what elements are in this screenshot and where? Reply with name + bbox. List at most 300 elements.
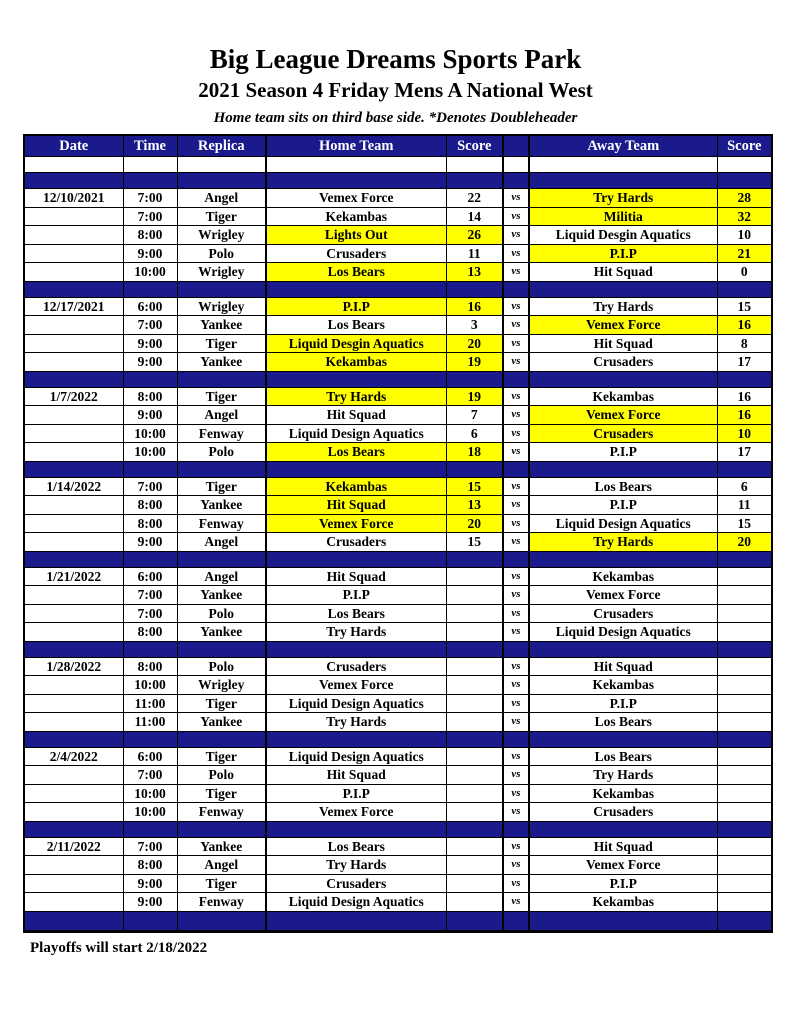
time-cell: 6:00 [123, 567, 177, 586]
sep-cell [503, 821, 529, 837]
away-score-cell [717, 567, 772, 586]
date-cell [24, 784, 123, 803]
away-team-cell: Liquid Design Aquatics [529, 514, 717, 533]
home-score-cell [446, 874, 503, 893]
sep sep-last-cell [24, 911, 123, 931]
home-score-cell: 6 [446, 424, 503, 443]
home-team-cell: Lights Out [266, 226, 446, 245]
date-cell [24, 244, 123, 263]
blank-cell [24, 157, 123, 173]
home-team-cell: Try Hards [266, 623, 446, 642]
separator-row [24, 641, 772, 657]
blank-cell [717, 157, 772, 173]
game-row [24, 766, 772, 785]
date-cell: 1/14/2022 [24, 477, 123, 496]
sep-cell [123, 281, 177, 297]
vs-cell: vs [503, 443, 529, 462]
home-team-cell: P.I.P [266, 586, 446, 605]
away-score-cell: 15 [717, 514, 772, 533]
date-cell: 1/28/2022 [24, 657, 123, 676]
sep-cell [123, 641, 177, 657]
table-body [24, 157, 772, 932]
sep-cell [717, 461, 772, 477]
col-header-home-team: Home Team [266, 135, 446, 157]
date-cell [24, 676, 123, 695]
sep sep-last-cell [266, 911, 446, 931]
game-row [24, 533, 772, 552]
playoffs-note: Playoffs will start 2/18/2022 [30, 939, 208, 956]
vs-cell: vs [503, 189, 529, 208]
home-score-cell [446, 713, 503, 732]
sep-cell [266, 371, 446, 387]
home-team-cell: Liquid Design Aquatics [266, 893, 446, 912]
vs-cell: vs [503, 856, 529, 875]
away-team-cell: Crusaders [529, 353, 717, 372]
game-row [24, 424, 772, 443]
sep-cell [24, 821, 123, 837]
time-cell: 7:00 [123, 766, 177, 785]
vs-cell: vs [503, 694, 529, 713]
vs-cell: vs [503, 893, 529, 912]
time-cell: 6:00 [123, 747, 177, 766]
replica-cell: Tiger [177, 207, 266, 226]
away-score-cell: 32 [717, 207, 772, 226]
away-team-cell: P.I.P [529, 244, 717, 263]
away-team-cell: Vemex Force [529, 406, 717, 425]
separator-row [24, 281, 772, 297]
col-header-replica: Replica [177, 135, 266, 157]
sep-cell [24, 641, 123, 657]
separator-row [24, 173, 772, 189]
blank-row [24, 157, 772, 173]
sep-cell [123, 821, 177, 837]
sep-cell [177, 173, 266, 189]
game-row [24, 207, 772, 226]
date-cell [24, 874, 123, 893]
away-team-cell: Kekambas [529, 893, 717, 912]
away-score-cell: 6 [717, 477, 772, 496]
home-score-cell: 15 [446, 477, 503, 496]
sep-cell [24, 173, 123, 189]
replica-cell: Tiger [177, 694, 266, 713]
away-score-cell [717, 713, 772, 732]
home-score-cell [446, 586, 503, 605]
game-row [24, 443, 772, 462]
sep-cell [717, 551, 772, 567]
date-cell [24, 496, 123, 515]
replica-cell: Tiger [177, 747, 266, 766]
vs-cell: vs [503, 207, 529, 226]
sep-cell [717, 173, 772, 189]
sep-cell [717, 371, 772, 387]
home-team-cell: Los Bears [266, 443, 446, 462]
vs-cell: vs [503, 766, 529, 785]
sep-cell [266, 641, 446, 657]
away-score-cell [717, 837, 772, 856]
home-score-cell [446, 784, 503, 803]
sep-cell [503, 551, 529, 567]
sep-cell [123, 461, 177, 477]
replica-cell: Polo [177, 657, 266, 676]
sep-cell [717, 821, 772, 837]
sep-cell [266, 731, 446, 747]
sep-cell [529, 173, 717, 189]
replica-cell: Yankee [177, 713, 266, 732]
col-header-time: Time [123, 135, 177, 157]
home-score-cell [446, 837, 503, 856]
vs-cell: vs [503, 874, 529, 893]
away-team-cell: Crusaders [529, 803, 717, 822]
game-row [24, 657, 772, 676]
time-cell: 11:00 [123, 713, 177, 732]
replica-cell: Yankee [177, 837, 266, 856]
sep-cell [266, 551, 446, 567]
vs-cell: vs [503, 424, 529, 443]
vs-cell: vs [503, 623, 529, 642]
sep-cell [529, 371, 717, 387]
away-score-cell [717, 747, 772, 766]
home-score-cell [446, 623, 503, 642]
time-cell: 9:00 [123, 334, 177, 353]
date-cell: 12/10/2021 [24, 189, 123, 208]
home-score-cell: 13 [446, 496, 503, 515]
replica-cell: Fenway [177, 893, 266, 912]
date-cell [24, 623, 123, 642]
away-team-cell: Hit Squad [529, 334, 717, 353]
home-team-cell: P.I.P [266, 784, 446, 803]
away-score-cell: 11 [717, 496, 772, 515]
sep-cell [123, 173, 177, 189]
time-cell: 10:00 [123, 443, 177, 462]
time-cell: 8:00 [123, 226, 177, 245]
table-head [24, 135, 772, 157]
home-score-cell [446, 567, 503, 586]
replica-cell: Tiger [177, 334, 266, 353]
home-score-cell: 26 [446, 226, 503, 245]
time-cell: 6:00 [123, 297, 177, 316]
away-score-cell: 28 [717, 189, 772, 208]
sep-cell [24, 281, 123, 297]
game-row [24, 353, 772, 372]
home-team-cell: Liquid Design Aquatics [266, 424, 446, 443]
away-team-cell: P.I.P [529, 874, 717, 893]
away-team-cell: Liquid Desgin Aquatics [529, 226, 717, 245]
home-team-cell: Crusaders [266, 657, 446, 676]
sep-cell [24, 461, 123, 477]
away-score-cell: 10 [717, 424, 772, 443]
home-score-cell: 13 [446, 263, 503, 282]
away-team-cell: Liquid Design Aquatics [529, 623, 717, 642]
sep-cell [24, 551, 123, 567]
time-cell: 7:00 [123, 586, 177, 605]
away-team-cell: Try Hards [529, 297, 717, 316]
home-score-cell [446, 747, 503, 766]
vs-cell: vs [503, 226, 529, 245]
page-title: Big League Dreams Sports Park [209, 44, 582, 74]
sep-cell [177, 551, 266, 567]
game-row [24, 496, 772, 515]
date-cell [24, 893, 123, 912]
replica-cell: Fenway [177, 514, 266, 533]
away-team-cell: Kekambas [529, 567, 717, 586]
time-cell: 10:00 [123, 676, 177, 695]
date-cell: 2/4/2022 [24, 747, 123, 766]
time-cell: 9:00 [123, 533, 177, 552]
home-team-note: Home team sits on third base side. *Denotes Doubleheader [213, 110, 578, 126]
sep-cell [446, 731, 503, 747]
sep-cell [177, 461, 266, 477]
blank-cell [529, 157, 717, 173]
date-cell [24, 207, 123, 226]
replica-cell: Wrigley [177, 297, 266, 316]
date-cell [24, 263, 123, 282]
home-team-cell: Hit Squad [266, 766, 446, 785]
away-team-cell: Hit Squad [529, 657, 717, 676]
vs-cell: vs [503, 567, 529, 586]
home-score-cell [446, 604, 503, 623]
time-cell: 9:00 [123, 244, 177, 263]
away-team-cell: Hit Squad [529, 263, 717, 282]
sep-cell [177, 371, 266, 387]
vs-cell: vs [503, 657, 529, 676]
date-cell [24, 713, 123, 732]
vs-cell: vs [503, 803, 529, 822]
replica-cell: Polo [177, 443, 266, 462]
game-row [24, 477, 772, 496]
blank-cell [123, 157, 177, 173]
home-team-cell: Try Hards [266, 856, 446, 875]
date-cell: 12/17/2021 [24, 297, 123, 316]
time-cell: 7:00 [123, 837, 177, 856]
separator-row [24, 461, 772, 477]
date-cell: 1/21/2022 [24, 567, 123, 586]
game-row [24, 676, 772, 695]
sep sep-last-cell [177, 911, 266, 931]
time-cell: 9:00 [123, 874, 177, 893]
away-score-cell: 16 [717, 387, 772, 406]
time-cell: 7:00 [123, 189, 177, 208]
home-score-cell: 3 [446, 316, 503, 335]
game-row [24, 623, 772, 642]
sep-cell [503, 371, 529, 387]
home-score-cell [446, 676, 503, 695]
home-score-cell [446, 856, 503, 875]
blank-cell [266, 157, 446, 173]
sep-cell [717, 281, 772, 297]
time-cell: 7:00 [123, 477, 177, 496]
away-team-cell: Vemex Force [529, 316, 717, 335]
time-cell: 8:00 [123, 496, 177, 515]
date-cell: 1/7/2022 [24, 387, 123, 406]
sep-cell [24, 731, 123, 747]
sep-cell [503, 173, 529, 189]
replica-cell: Wrigley [177, 676, 266, 695]
away-team-cell: Hit Squad [529, 837, 717, 856]
vs-cell: vs [503, 676, 529, 695]
away-score-cell: 17 [717, 443, 772, 462]
game-row [24, 784, 772, 803]
replica-cell: Fenway [177, 803, 266, 822]
vs-cell: vs [503, 784, 529, 803]
vs-cell: vs [503, 263, 529, 282]
home-score-cell: 18 [446, 443, 503, 462]
game-row [24, 244, 772, 263]
away-score-cell [717, 694, 772, 713]
time-cell: 7:00 [123, 604, 177, 623]
home-team-cell: Kekambas [266, 477, 446, 496]
sep-cell [529, 281, 717, 297]
vs-cell: vs [503, 586, 529, 605]
away-team-cell: Vemex Force [529, 586, 717, 605]
replica-cell: Wrigley [177, 226, 266, 245]
time-cell: 8:00 [123, 657, 177, 676]
sep-cell [446, 641, 503, 657]
game-row [24, 586, 772, 605]
time-cell: 7:00 [123, 207, 177, 226]
sep sep-last-cell [446, 911, 503, 931]
date-cell [24, 694, 123, 713]
home-team-cell: Liquid Design Aquatics [266, 747, 446, 766]
home-team-cell: Hit Squad [266, 496, 446, 515]
replica-cell: Tiger [177, 874, 266, 893]
home-team-cell: Vemex Force [266, 189, 446, 208]
sep-cell [123, 551, 177, 567]
date-cell [24, 604, 123, 623]
blank-cell [177, 157, 266, 173]
game-row [24, 694, 772, 713]
home-team-cell: Try Hards [266, 713, 446, 732]
home-score-cell: 20 [446, 514, 503, 533]
vs-cell: vs [503, 334, 529, 353]
home-team-cell: Los Bears [266, 604, 446, 623]
sep-cell [717, 731, 772, 747]
away-score-cell [717, 676, 772, 695]
home-team-cell: Vemex Force [266, 803, 446, 822]
time-cell: 8:00 [123, 387, 177, 406]
sep-cell [503, 641, 529, 657]
sep-cell [266, 173, 446, 189]
game-row [24, 567, 772, 586]
sep-cell [177, 281, 266, 297]
game-row [24, 406, 772, 425]
sep-cell [529, 551, 717, 567]
home-team-cell: Kekambas [266, 207, 446, 226]
replica-cell: Tiger [177, 784, 266, 803]
sep-cell [503, 731, 529, 747]
sep-cell [717, 641, 772, 657]
sep-cell [177, 731, 266, 747]
game-row [24, 297, 772, 316]
away-score-cell [717, 874, 772, 893]
time-cell: 9:00 [123, 893, 177, 912]
date-cell [24, 766, 123, 785]
game-row [24, 803, 772, 822]
col-header-away-score: Score [717, 135, 772, 157]
away-score-cell: 16 [717, 316, 772, 335]
away-team-cell: Try Hards [529, 766, 717, 785]
vs-cell: vs [503, 496, 529, 515]
home-team-cell: Los Bears [266, 316, 446, 335]
home-team-cell: Crusaders [266, 874, 446, 893]
vs-cell: vs [503, 604, 529, 623]
separator-row [24, 731, 772, 747]
home-team-cell: Los Bears [266, 837, 446, 856]
sep-cell [24, 371, 123, 387]
away-team-cell: Crusaders [529, 604, 717, 623]
sep-cell [529, 461, 717, 477]
home-team-cell: Vemex Force [266, 514, 446, 533]
vs-cell: vs [503, 747, 529, 766]
replica-cell: Angel [177, 856, 266, 875]
away-team-cell: Vemex Force [529, 856, 717, 875]
away-score-cell [717, 803, 772, 822]
page-subtitle: 2021 Season 4 Friday Mens A National West [198, 78, 593, 102]
sep-cell [123, 731, 177, 747]
home-team-cell: Los Bears [266, 263, 446, 282]
away-team-cell: P.I.P [529, 443, 717, 462]
away-score-cell [717, 586, 772, 605]
vs-cell: vs [503, 514, 529, 533]
date-cell [24, 533, 123, 552]
home-team-cell: Liquid Design Aquatics [266, 694, 446, 713]
blank-cell [503, 157, 529, 173]
home-team-cell: Kekambas [266, 353, 446, 372]
sep-cell [266, 461, 446, 477]
sep-cell [446, 281, 503, 297]
sep-cell [177, 641, 266, 657]
home-score-cell: 19 [446, 387, 503, 406]
home-team-cell: Try Hards [266, 387, 446, 406]
home-score-cell [446, 766, 503, 785]
home-team-cell: Liquid Desgin Aquatics [266, 334, 446, 353]
replica-cell: Angel [177, 533, 266, 552]
col-header-spacer [503, 135, 529, 157]
away-team-cell: Kekambas [529, 387, 717, 406]
game-row [24, 514, 772, 533]
vs-cell: vs [503, 353, 529, 372]
away-score-cell: 8 [717, 334, 772, 353]
vs-cell: vs [503, 387, 529, 406]
col-header-home-score: Score [446, 135, 503, 157]
date-cell [24, 443, 123, 462]
away-score-cell [717, 784, 772, 803]
game-row [24, 387, 772, 406]
home-team-cell: Vemex Force [266, 676, 446, 695]
sep sep-last-cell [503, 911, 529, 931]
game-row [24, 837, 772, 856]
home-score-cell [446, 657, 503, 676]
vs-cell: vs [503, 477, 529, 496]
time-cell: 11:00 [123, 694, 177, 713]
date-cell [24, 406, 123, 425]
sep-cell [446, 461, 503, 477]
sep-cell [123, 371, 177, 387]
replica-cell: Tiger [177, 477, 266, 496]
home-score-cell: 16 [446, 297, 503, 316]
sep-cell [529, 821, 717, 837]
away-score-cell [717, 856, 772, 875]
home-score-cell: 22 [446, 189, 503, 208]
home-score-cell: 7 [446, 406, 503, 425]
vs-cell: vs [503, 837, 529, 856]
sep-cell [529, 731, 717, 747]
vs-cell: vs [503, 406, 529, 425]
away-score-cell [717, 604, 772, 623]
away-team-cell: Kekambas [529, 784, 717, 803]
home-score-cell: 11 [446, 244, 503, 263]
home-score-cell [446, 893, 503, 912]
time-cell: 8:00 [123, 623, 177, 642]
